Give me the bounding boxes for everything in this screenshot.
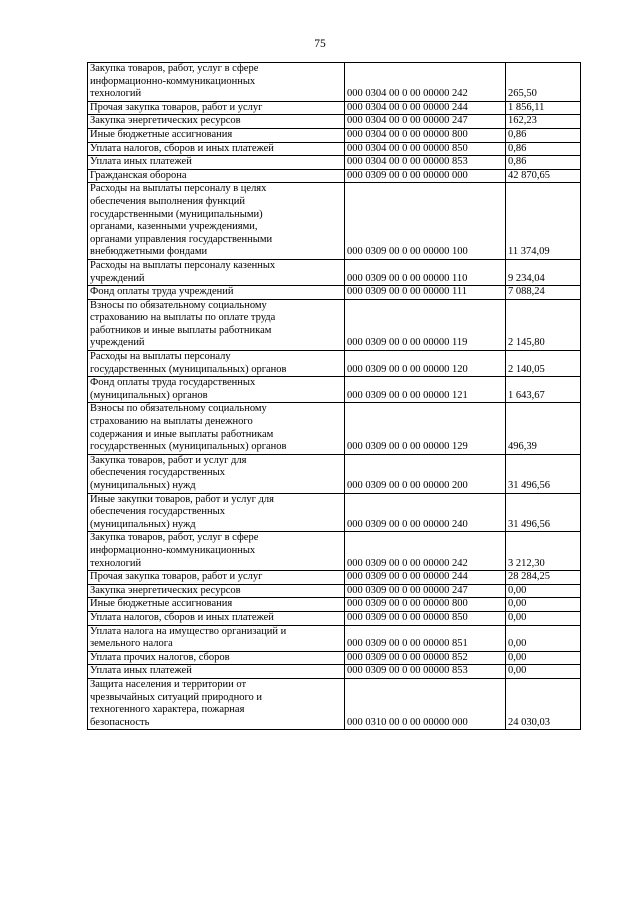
budget-code-cell: 000 0309 00 0 00 00000 119 [345, 299, 506, 350]
expense-name-cell [88, 299, 345, 350]
table-row [88, 584, 581, 598]
expense-name-line: Иные бюджетные ассигнования [90, 598, 233, 610]
amount-cell: 0,00 [506, 625, 581, 651]
table-row [88, 611, 581, 625]
expense-name-cell [88, 625, 345, 651]
expense-name-line: Уплата налога на имущество организаций и [90, 625, 287, 637]
expense-name-line: обеспечения выполнения функций [90, 195, 246, 207]
expense-name-line: Расходы на выплаты персоналу [90, 351, 231, 363]
expense-name-line: информационно-коммуникационных [90, 544, 256, 556]
budget-code-cell: 000 0309 00 0 00 00000 850 [345, 611, 506, 625]
expense-name-line: Закупка энергетических ресурсов [90, 584, 241, 596]
expense-name-cell [88, 678, 345, 729]
expense-name-cell [88, 493, 345, 532]
expense-name-line: страхованию на выплаты денежного [90, 416, 253, 428]
expense-name-cell [88, 665, 345, 679]
budget-code-cell: 000 0309 00 0 00 00000 100 [345, 183, 506, 260]
expense-name-line: (муниципальных) нужд [90, 480, 196, 491]
table-row [88, 183, 581, 260]
amount-cell: 7 088,24 [506, 286, 581, 300]
expense-name-line: Закупка товаров, работ, услуг в сфере [90, 63, 259, 74]
expense-name-cell [88, 128, 345, 142]
amount-cell: 0,00 [506, 665, 581, 679]
amount-cell: 0,00 [506, 651, 581, 665]
table-row [88, 625, 581, 651]
amount-cell: 28 284,25 [506, 571, 581, 585]
expense-name-cell [88, 454, 345, 493]
table-row [88, 63, 581, 102]
budget-code-cell: 000 0310 00 0 00 00000 000 [345, 678, 506, 729]
expense-name-line: Закупка товаров, работ, услуг в сфере [90, 532, 259, 544]
expense-name-line: Уплата налогов, сборов и иных платежей [90, 142, 274, 154]
expense-name-line: Взносы по обязательному социальному [90, 299, 267, 311]
expense-name-line: внебюджетными фондами [90, 246, 208, 258]
expense-name-line: информационно-коммуникационных [90, 75, 256, 87]
table-row [88, 286, 581, 300]
expense-name-line: безопасность [90, 716, 150, 728]
expense-name-line: учреждений [90, 337, 145, 349]
table-row [88, 156, 581, 170]
budget-code-cell: 000 0309 00 0 00 00000 244 [345, 571, 506, 585]
budget-code-cell: 000 0309 00 0 00 00000 853 [345, 665, 506, 679]
expense-name-line: (муниципальных) нужд [90, 518, 196, 530]
table-row [88, 351, 581, 377]
amount-cell: 265,50 [506, 63, 581, 102]
expense-name-cell [88, 532, 345, 571]
page-number: 75 [314, 38, 326, 50]
table-row [88, 142, 581, 156]
table-row [88, 169, 581, 183]
expense-name-line: работников и иные выплаты работникам [90, 324, 272, 336]
amount-cell: 2 140,05 [506, 351, 581, 377]
expense-name-line: Закупка товаров, работ и услуг для [90, 454, 247, 466]
amount-cell: 0,00 [506, 584, 581, 598]
budget-code-cell: 000 0309 00 0 00 00000 240 [345, 493, 506, 532]
table-row [88, 128, 581, 142]
expense-name-line: Расходы на выплаты персоналу казенных [90, 259, 276, 271]
table-row [88, 665, 581, 679]
amount-cell: 0,00 [506, 611, 581, 625]
expense-name-line: государственными (муниципальными) [90, 208, 263, 220]
budget-code-cell: 000 0309 00 0 00 00000 800 [345, 598, 506, 612]
expense-name-cell [88, 142, 345, 156]
amount-cell: 3 212,30 [506, 532, 581, 571]
expense-name-line: органами, казенными учреждениями, [90, 221, 258, 233]
expense-name-line: Закупка энергетических ресурсов [90, 115, 241, 127]
table-row [88, 115, 581, 129]
budget-code-cell: 000 0309 00 0 00 00000 129 [345, 403, 506, 454]
amount-cell: 31 496,56 [506, 454, 581, 493]
expense-name-cell [88, 101, 345, 115]
expense-name-line: (муниципальных) органов [90, 389, 208, 401]
expense-name-line: Прочая закупка товаров, работ и услуг [90, 101, 263, 113]
expense-name-line: обеспечения государственных [90, 467, 225, 479]
expense-name-line: страхованию на выплаты по оплате труда [90, 312, 276, 324]
expense-name-cell [88, 651, 345, 665]
amount-cell: 1 856,11 [506, 101, 581, 115]
expense-name-line: обеспечения государственных [90, 506, 225, 518]
table-row [88, 377, 581, 403]
expense-name-cell [88, 169, 345, 183]
budget-code-cell: 000 0304 00 0 00 00000 800 [345, 128, 506, 142]
budget-table-body [88, 63, 581, 730]
expense-name-cell [88, 571, 345, 585]
budget-code-cell: 000 0304 00 0 00 00000 242 [345, 63, 506, 102]
expense-name-line: чрезвычайных ситуаций природного и [90, 691, 263, 703]
expense-name-line: Защита населения и территории от [90, 678, 247, 690]
amount-cell: 0,86 [506, 142, 581, 156]
amount-cell: 0,86 [506, 156, 581, 170]
expense-name-line: Фонд оплаты труда учреждений [90, 286, 234, 298]
table-row [88, 403, 581, 454]
expense-name-line: Иные закупки товаров, работ и услуг для [90, 493, 274, 505]
budget-code-cell: 000 0309 00 0 00 00000 247 [345, 584, 506, 598]
expense-name-cell [88, 156, 345, 170]
expense-name-line: Уплата налогов, сборов и иных платежей [90, 611, 274, 623]
expense-name-line: содержания и иные выплаты работникам [90, 428, 274, 440]
budget-code-cell: 000 0309 00 0 00 00000 852 [345, 651, 506, 665]
expense-name-cell [88, 259, 345, 285]
budget-code-cell: 000 0309 00 0 00 00000 111 [345, 286, 506, 300]
table-row [88, 493, 581, 532]
expense-name-line: государственных (муниципальных) органов [90, 441, 287, 453]
budget-code-cell: 000 0309 00 0 00 00000 000 [345, 169, 506, 183]
table-row [88, 259, 581, 285]
amount-cell: 0,00 [506, 598, 581, 612]
expense-name-cell [88, 286, 345, 300]
expense-name-line: Взносы по обязательному социальному [90, 403, 267, 415]
budget-code-cell: 000 0304 00 0 00 00000 853 [345, 156, 506, 170]
expense-name-line: Расходы на выплаты персоналу в целях [90, 183, 267, 195]
budget-code-cell: 000 0309 00 0 00 00000 121 [345, 377, 506, 403]
budget-code-cell: 000 0309 00 0 00 00000 120 [345, 351, 506, 377]
expense-name-cell [88, 63, 345, 102]
table-row [88, 651, 581, 665]
amount-cell: 42 870,65 [506, 169, 581, 183]
table-row [88, 571, 581, 585]
expense-name-line: Уплата прочих налогов, сборов [90, 651, 230, 663]
table-row [88, 454, 581, 493]
amount-cell: 162,23 [506, 115, 581, 129]
budget-code-cell: 000 0304 00 0 00 00000 247 [345, 115, 506, 129]
expense-name-cell [88, 584, 345, 598]
budget-code-cell: 000 0304 00 0 00 00000 244 [345, 101, 506, 115]
expense-name-cell [88, 403, 345, 454]
expense-name-line: Уплата иных платежей [90, 665, 192, 677]
expense-name-line: техногенного характера, пожарная [90, 704, 245, 716]
expense-name-line: Прочая закупка товаров, работ и услуг [90, 571, 263, 583]
amount-cell: 0,86 [506, 128, 581, 142]
expense-name-line: органами управления государственными [90, 233, 273, 245]
amount-cell: 9 234,04 [506, 259, 581, 285]
amount-cell: 496,39 [506, 403, 581, 454]
expense-name-line: технологий [90, 88, 142, 100]
expense-name-cell [88, 598, 345, 612]
table-row [88, 678, 581, 729]
expense-name-line: Иные бюджетные ассигнования [90, 128, 233, 140]
budget-expenditure-table [87, 62, 581, 730]
amount-cell: 11 374,09 [506, 183, 581, 260]
amount-cell: 24 030,03 [506, 678, 581, 729]
budget-code-cell: 000 0309 00 0 00 00000 242 [345, 532, 506, 571]
table-row [88, 532, 581, 571]
budget-code-cell: 000 0304 00 0 00 00000 850 [345, 142, 506, 156]
budget-code-cell: 000 0309 00 0 00 00000 200 [345, 454, 506, 493]
expense-name-line: государственных (муниципальных) органов [90, 363, 287, 375]
expense-name-line: технологий [90, 557, 142, 569]
expense-name-cell [88, 183, 345, 260]
table-row [88, 299, 581, 350]
amount-cell: 31 496,56 [506, 493, 581, 532]
expense-name-line: учреждений [90, 272, 145, 284]
amount-cell: 1 643,67 [506, 377, 581, 403]
table-row [88, 598, 581, 612]
expense-name-cell [88, 115, 345, 129]
amount-cell: 2 145,80 [506, 299, 581, 350]
expense-name-cell [88, 377, 345, 403]
table-row [88, 101, 581, 115]
budget-code-cell: 000 0309 00 0 00 00000 851 [345, 625, 506, 651]
expense-name-line: Фонд оплаты труда государственных [90, 377, 256, 389]
expense-name-cell [88, 351, 345, 377]
expense-name-line: Уплата иных платежей [90, 156, 192, 168]
expense-name-cell [88, 611, 345, 625]
expense-name-line: Гражданская оборона [90, 169, 187, 181]
expense-name-line: земельного налога [90, 638, 173, 650]
budget-code-cell: 000 0309 00 0 00 00000 110 [345, 259, 506, 285]
